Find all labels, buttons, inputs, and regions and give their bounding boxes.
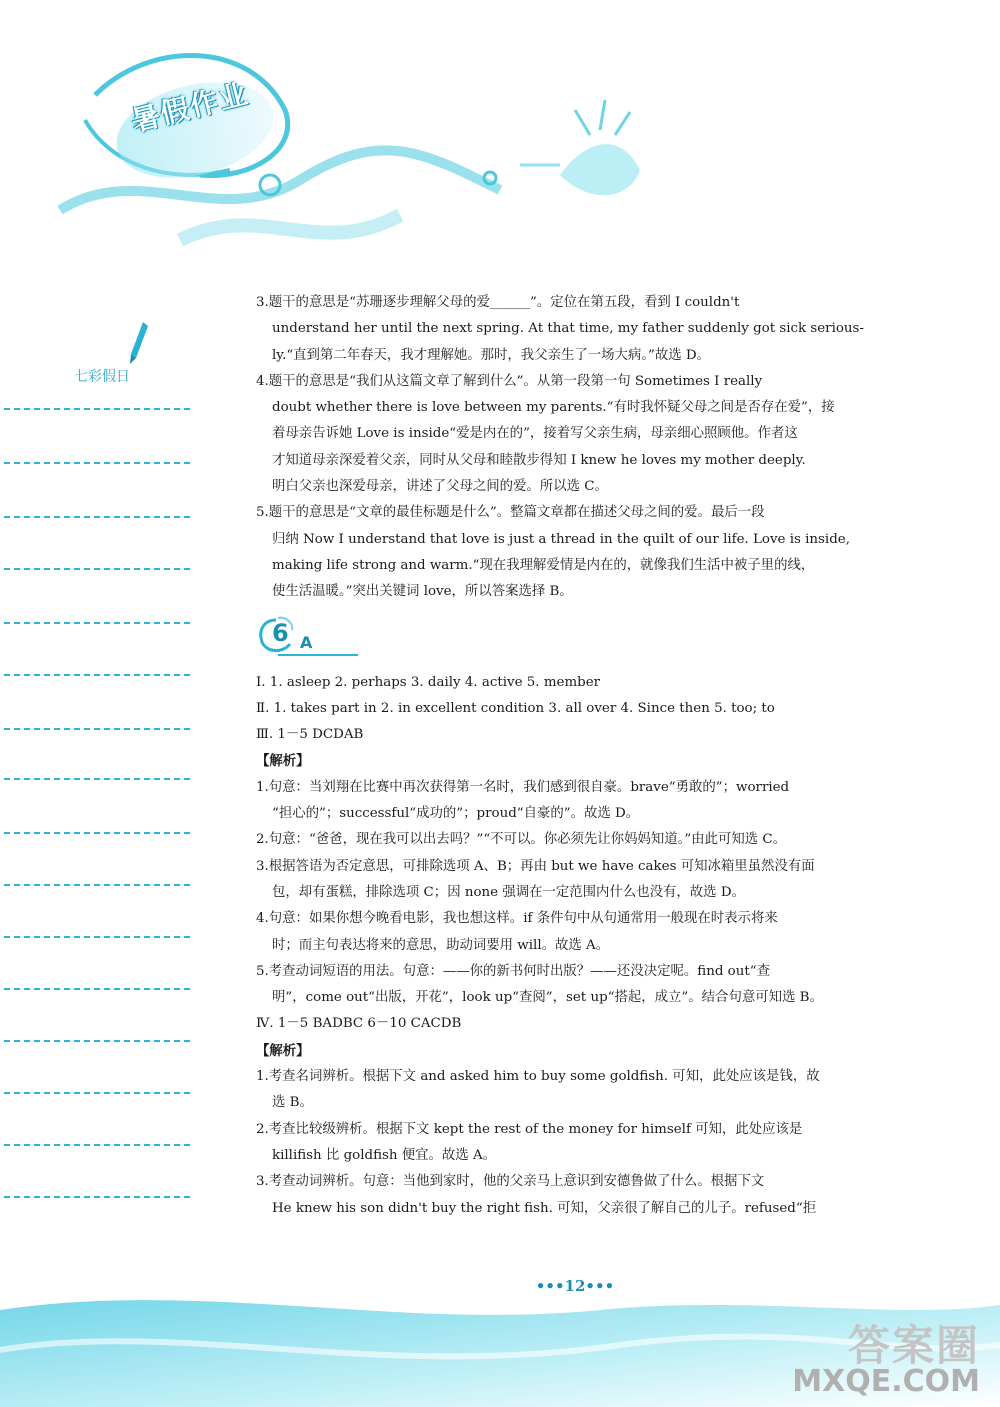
sidebar-lines (0, 320, 200, 1250)
question-4-explanation (256, 369, 888, 500)
sidebar-label: 七彩假日 (74, 369, 130, 385)
sidebar-dashed-line (4, 1092, 190, 1094)
sidebar-dashed-line (4, 622, 190, 624)
text-line: 3.题干的意思是“苏珊逐步理解父母的爱______”。定位在第五段，看到 I couldn't (256, 295, 740, 310)
text-line: 3.考查动词辨析。句意：当他到家时，他的父亲马上意识到安德鲁做了什么。根据下文 (256, 1174, 765, 1190)
text-line: 5.考查动词短语的用法。句意：——你的新书何时出版？——还没决定呢。find out“查 (256, 963, 770, 979)
text-line: ly.“直到第二年春天，我才理解她。那时，我父亲生了一场大病。”故选 D。 (272, 347, 711, 363)
text-line: 明白父亲也深爱母亲，讲述了父母之间的爱。所以选 C。 (272, 479, 608, 495)
question-3-explanation (256, 290, 888, 369)
watermark-en: MXQE.COM (792, 1364, 980, 1399)
analysis-label: 【解析】 (256, 1042, 310, 1059)
section-badge (256, 614, 888, 662)
answer-content (256, 290, 888, 1222)
text-line: 1.考查名词辨析。根据下文 and asked him to buy some goldfish. 可知，此处应该是钱，故 (256, 1069, 820, 1085)
sidebar-dashed-line (4, 936, 190, 938)
sidebar-dashed-line (4, 516, 190, 518)
part-3-explanations (256, 775, 888, 1012)
sidebar-dashed-line (4, 728, 190, 730)
sidebar-dashed-line (4, 1196, 190, 1198)
text-line: 4.题干的意思是“我们从这篇文章了解到什么”。从第一段第一句 Sometimes I really (256, 373, 763, 389)
text-line: understand her until the next spring. At that time, my father suddenly got sick serious- (272, 321, 864, 337)
sidebar-dashed-line (4, 674, 190, 676)
sidebar-dashed-line (4, 832, 190, 834)
text-line: 着母亲告诉她 Love is inside“爱是内在的”，接着写父亲生病，母亲细心照顾他。作者这 (272, 426, 798, 442)
text-line: 时；而主句表达将来的意思，助动词要用 will。故选 A。 (272, 937, 610, 953)
sidebar-dashed-line (4, 1040, 190, 1042)
part-1-answers: Ⅰ. 1. asleep 2. perhaps 3. daily 4. active 5. member (256, 674, 601, 690)
watermark (792, 1321, 980, 1399)
text-line: killifish 比 goldfish 便宜。故选 A。 (272, 1147, 497, 1163)
text-line: 使生活温暖。”突出关键词 love，所以答案选择 B。 (272, 584, 573, 600)
text-line: 2.考查比较级辨析。根据下文 kept the rest of the money for himself 可知，此处应该是 (256, 1121, 803, 1137)
part-4-answers: Ⅳ. 1－5 BADBC 6－10 CACDB (256, 1016, 462, 1032)
text-line: 1.句意：当刘翔在比赛中再次获得第一名时，我们感到很自豪。brave“勇敢的”；worried (256, 779, 790, 795)
part-4-explanations (256, 1064, 888, 1222)
page-number: •••12••• (535, 1277, 615, 1295)
sidebar-dashed-line (4, 1144, 190, 1146)
analysis-label: 【解析】 (256, 753, 310, 770)
text-line: doubt whether there is love between my parents.“有时我怀疑父母之间是否存在爱”，接 (272, 400, 835, 416)
badge-underline (278, 654, 358, 656)
sidebar-dashed-line (4, 462, 190, 464)
text-line: 5.题干的意思是“文章的最佳标题是什么”。整篇文章都在描述父母之间的爱。最后一段 (256, 505, 765, 521)
watermark-cn: 答案圈 (847, 1321, 980, 1370)
text-line: 2.句意：“爸爸，现在我可以出去吗？”“不可以。你必须先让你妈妈知道。”由此可知选 C。 (256, 832, 787, 848)
sidebar-dashed-line (4, 408, 190, 410)
text-line: 才知道母亲深爱着父亲，同时从父母和睦散步得知 I knew he loves my mother deeply. (272, 452, 806, 468)
text-line: making life strong and warm.“现在我理解爱情是内在的，就像我们生活中被子里的线， (272, 557, 815, 573)
text-line: 明”，come out“出版，开花”，look up“查阅”，set up“搭起，成立”。结合句意可知选 B。 (272, 990, 823, 1006)
text-line: 3.根据答语为否定意思，可排除选项 A、B；再由 but we have cakes 可知冰箱里虽然没有面 (256, 858, 815, 874)
sidebar-dashed-line (4, 778, 190, 780)
text-line: 4.句意：如果你想今晚看电影，我也想这样。if 条件句中从句通常用一般现在时表示将来 (256, 911, 778, 927)
text-line: 归纳 Now I understand that love is just a thread in the quilt of our life. Love is inside, (272, 531, 850, 547)
text-line: 包，却有蛋糕，排除选项 C；因 none 强调在一定范围内什么也没有，故选 D。 (272, 884, 745, 900)
sidebar-dashed-line (4, 988, 190, 990)
section-letter: A (300, 632, 313, 652)
part-2-answers: Ⅱ. 1. takes part in 2. in excellent condition 3. all over 4. Since then 5. too; to (256, 700, 775, 716)
question-5-explanation (256, 500, 888, 605)
header-title: 暑假作业 (128, 76, 253, 138)
text-line: He knew his son didn't buy the right fish. 可知，父亲很了解自己的儿子。refused“拒 (272, 1200, 817, 1216)
sidebar-dashed-line (4, 884, 190, 886)
part-3-answers: Ⅲ. 1－5 DCDAB (256, 727, 364, 743)
sidebar-dashed-line (4, 568, 190, 570)
section-number: 6 (272, 618, 289, 647)
text-line: 选 B。 (272, 1095, 313, 1111)
text-line: “担心的”；successful“成功的”；proud“自豪的”。故选 D。 (272, 806, 640, 822)
